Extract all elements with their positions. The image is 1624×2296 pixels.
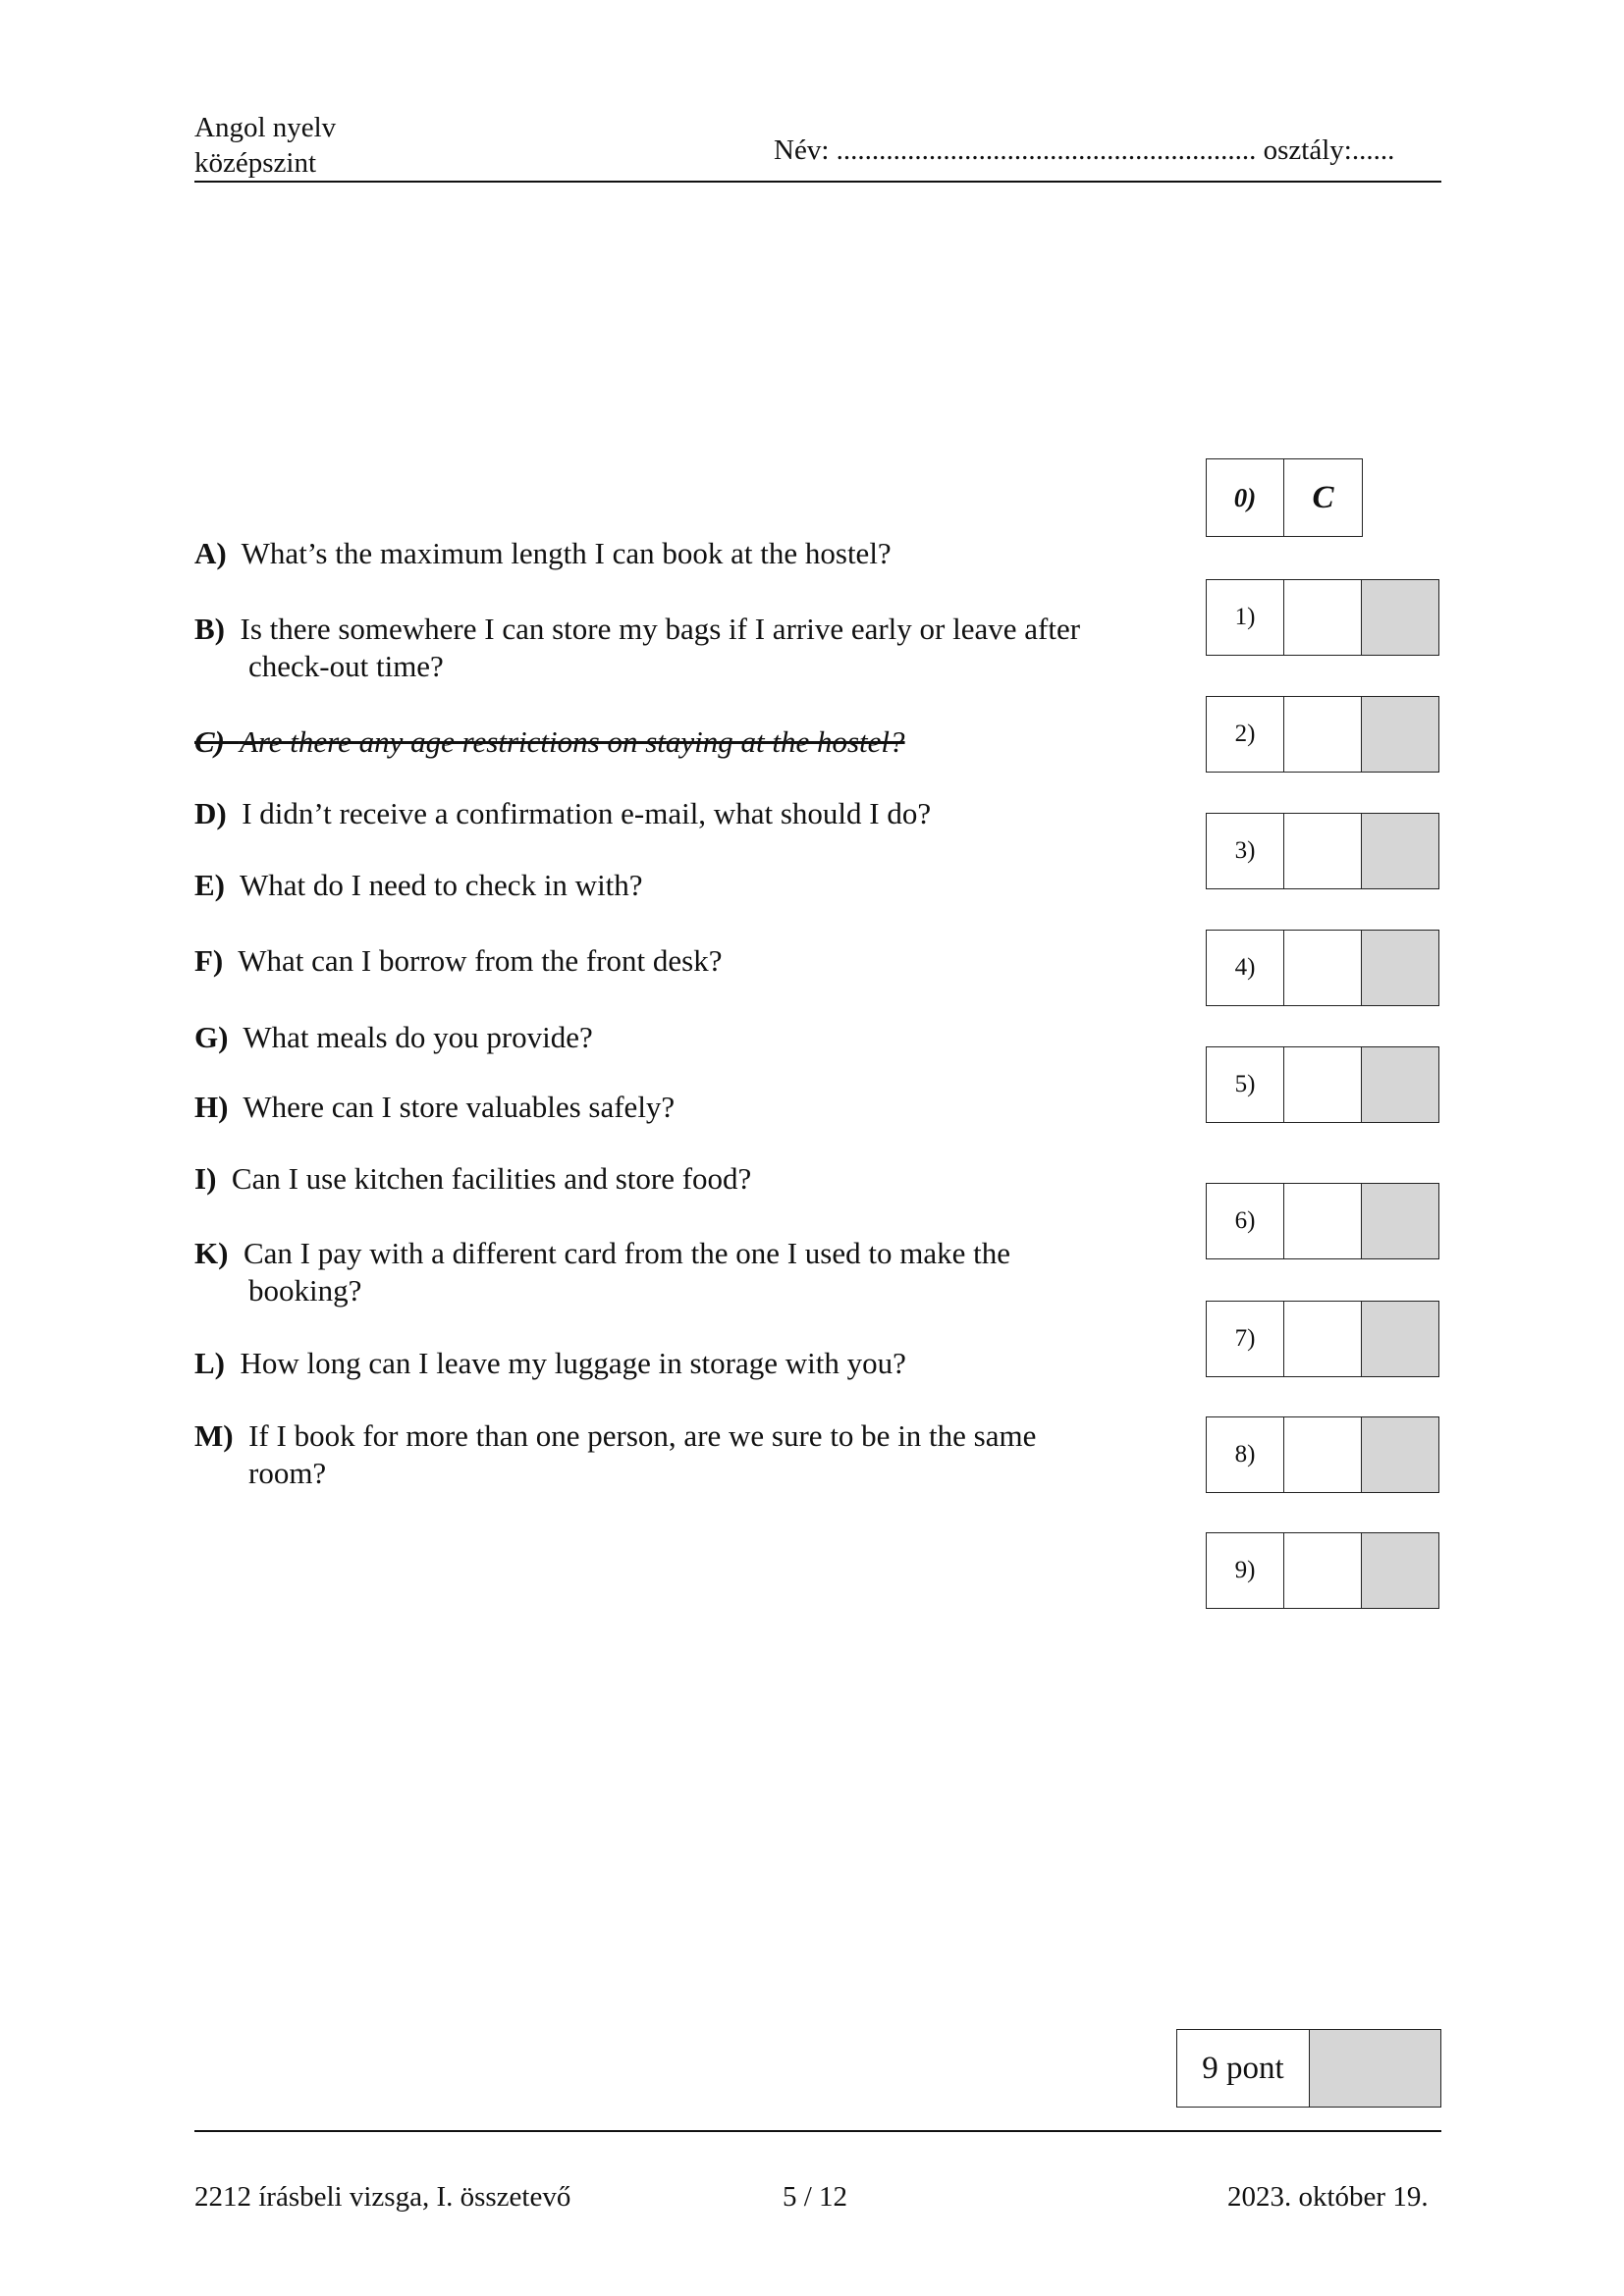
- answer-number: 1): [1207, 580, 1284, 655]
- answer-box[interactable]: [1284, 580, 1362, 655]
- header-divider: [194, 181, 1441, 183]
- question-letter: G): [194, 1020, 229, 1054]
- answer-box[interactable]: [1284, 1533, 1362, 1608]
- answer-row-5: [1206, 1046, 1439, 1123]
- question-letter: I): [194, 1161, 217, 1196]
- question-letter: L): [194, 1346, 225, 1380]
- footer-page-number: 5 / 12: [783, 2181, 848, 2213]
- question-text: What meals do you provide?: [243, 1020, 593, 1054]
- answer-box[interactable]: [1284, 1047, 1362, 1122]
- examiner-box: [1362, 931, 1438, 1005]
- answer-row-1: [1206, 579, 1439, 656]
- question-b: [194, 611, 1166, 685]
- answer-number: 5): [1207, 1047, 1284, 1122]
- example-answer: C: [1312, 479, 1334, 515]
- question-text-continued: booking?: [248, 1273, 362, 1308]
- subject-label: Angol nyelv: [194, 112, 337, 143]
- examiner-box: [1362, 1047, 1438, 1122]
- question-letter: K): [194, 1236, 229, 1270]
- question-letter: M): [194, 1418, 234, 1453]
- examiner-box: [1362, 580, 1438, 655]
- question-letter: B): [194, 612, 225, 646]
- question-g: [194, 1019, 1166, 1056]
- question-l: [194, 1345, 1166, 1382]
- answer-box[interactable]: [1284, 814, 1362, 888]
- answer-number: 9): [1207, 1533, 1284, 1608]
- answer-box[interactable]: [1284, 1302, 1362, 1376]
- answer-box[interactable]: [1284, 931, 1362, 1005]
- answer-row-8: [1206, 1416, 1439, 1493]
- score-box: [1176, 2029, 1441, 2108]
- answer-box[interactable]: [1284, 1184, 1362, 1258]
- question-text: Can I use kitchen facilities and store food?: [231, 1161, 752, 1196]
- answer-number: 3): [1207, 814, 1284, 888]
- question-h: [194, 1089, 1166, 1126]
- question-text: What’s the maximum length I can book at the hostel?: [241, 536, 892, 570]
- answer-number: 8): [1207, 1417, 1284, 1492]
- question-letter: F): [194, 943, 224, 978]
- answer-row-7: [1206, 1301, 1439, 1377]
- answer-box[interactable]: [1284, 697, 1362, 772]
- question-letter: A): [194, 536, 227, 570]
- question-text: If I book for more than one person, are we sure to be in the same: [248, 1418, 1037, 1453]
- footer-date: 2023. október 19.: [1227, 2181, 1429, 2213]
- question-text: Can I pay with a different card from the one I used to make the: [243, 1236, 1010, 1270]
- question-c-example-struck: [194, 723, 1166, 761]
- question-letter: C): [194, 724, 225, 759]
- examiner-box: [1362, 1417, 1438, 1492]
- question-text: How long can I leave my luggage in storage with you?: [240, 1346, 906, 1380]
- question-text: What do I need to check in with?: [239, 868, 643, 902]
- score-label: 9 pont: [1177, 2030, 1310, 2107]
- question-text: I didn’t receive a confirmation e-mail, what should I do?: [242, 796, 932, 830]
- question-text: What can I borrow from the front desk?: [238, 943, 723, 978]
- question-text: Is there somewhere I can store my bags if I arrive early or leave after: [240, 612, 1081, 646]
- question-m: [194, 1417, 1166, 1492]
- example-answer-row: [1206, 458, 1363, 537]
- answer-number: 4): [1207, 931, 1284, 1005]
- footer-exam-code: 2212 írásbeli vizsga, I. összetevő: [194, 2181, 571, 2213]
- question-letter: D): [194, 796, 227, 830]
- examiner-box: [1362, 1184, 1438, 1258]
- question-text-continued: check-out time?: [248, 649, 444, 683]
- question-text: Are there any age restrictions on staying at the hostel?: [239, 724, 905, 759]
- name-class-field: Név: ........................................................... osztály:......: [774, 134, 1395, 166]
- question-f: [194, 942, 1166, 980]
- score-value-box: [1310, 2030, 1440, 2107]
- answer-box[interactable]: [1284, 1417, 1362, 1492]
- answer-number: 6): [1207, 1184, 1284, 1258]
- examiner-box: [1362, 1533, 1438, 1608]
- question-i: [194, 1160, 1166, 1198]
- example-number: 0): [1207, 459, 1284, 536]
- question-text-continued: room?: [248, 1456, 327, 1490]
- question-text: Where can I store valuables safely?: [243, 1090, 676, 1124]
- answer-row-2: [1206, 696, 1439, 773]
- answer-row-9: [1206, 1532, 1439, 1609]
- question-a: [194, 535, 1166, 572]
- question-d: [194, 795, 1166, 832]
- question-k: [194, 1235, 1166, 1309]
- examiner-box: [1362, 1302, 1438, 1376]
- answer-number: 2): [1207, 697, 1284, 772]
- question-letter: H): [194, 1090, 229, 1124]
- question-letter: E): [194, 868, 225, 902]
- level-label: középszint: [194, 147, 317, 179]
- page-header-subject: [194, 110, 336, 181]
- answer-number: 7): [1207, 1302, 1284, 1376]
- examiner-box: [1362, 814, 1438, 888]
- answer-row-6: [1206, 1183, 1439, 1259]
- question-e: [194, 867, 1166, 904]
- answer-row-4: [1206, 930, 1439, 1006]
- footer-divider: [194, 2130, 1441, 2132]
- examiner-box: [1362, 697, 1438, 772]
- answer-row-3: [1206, 813, 1439, 889]
